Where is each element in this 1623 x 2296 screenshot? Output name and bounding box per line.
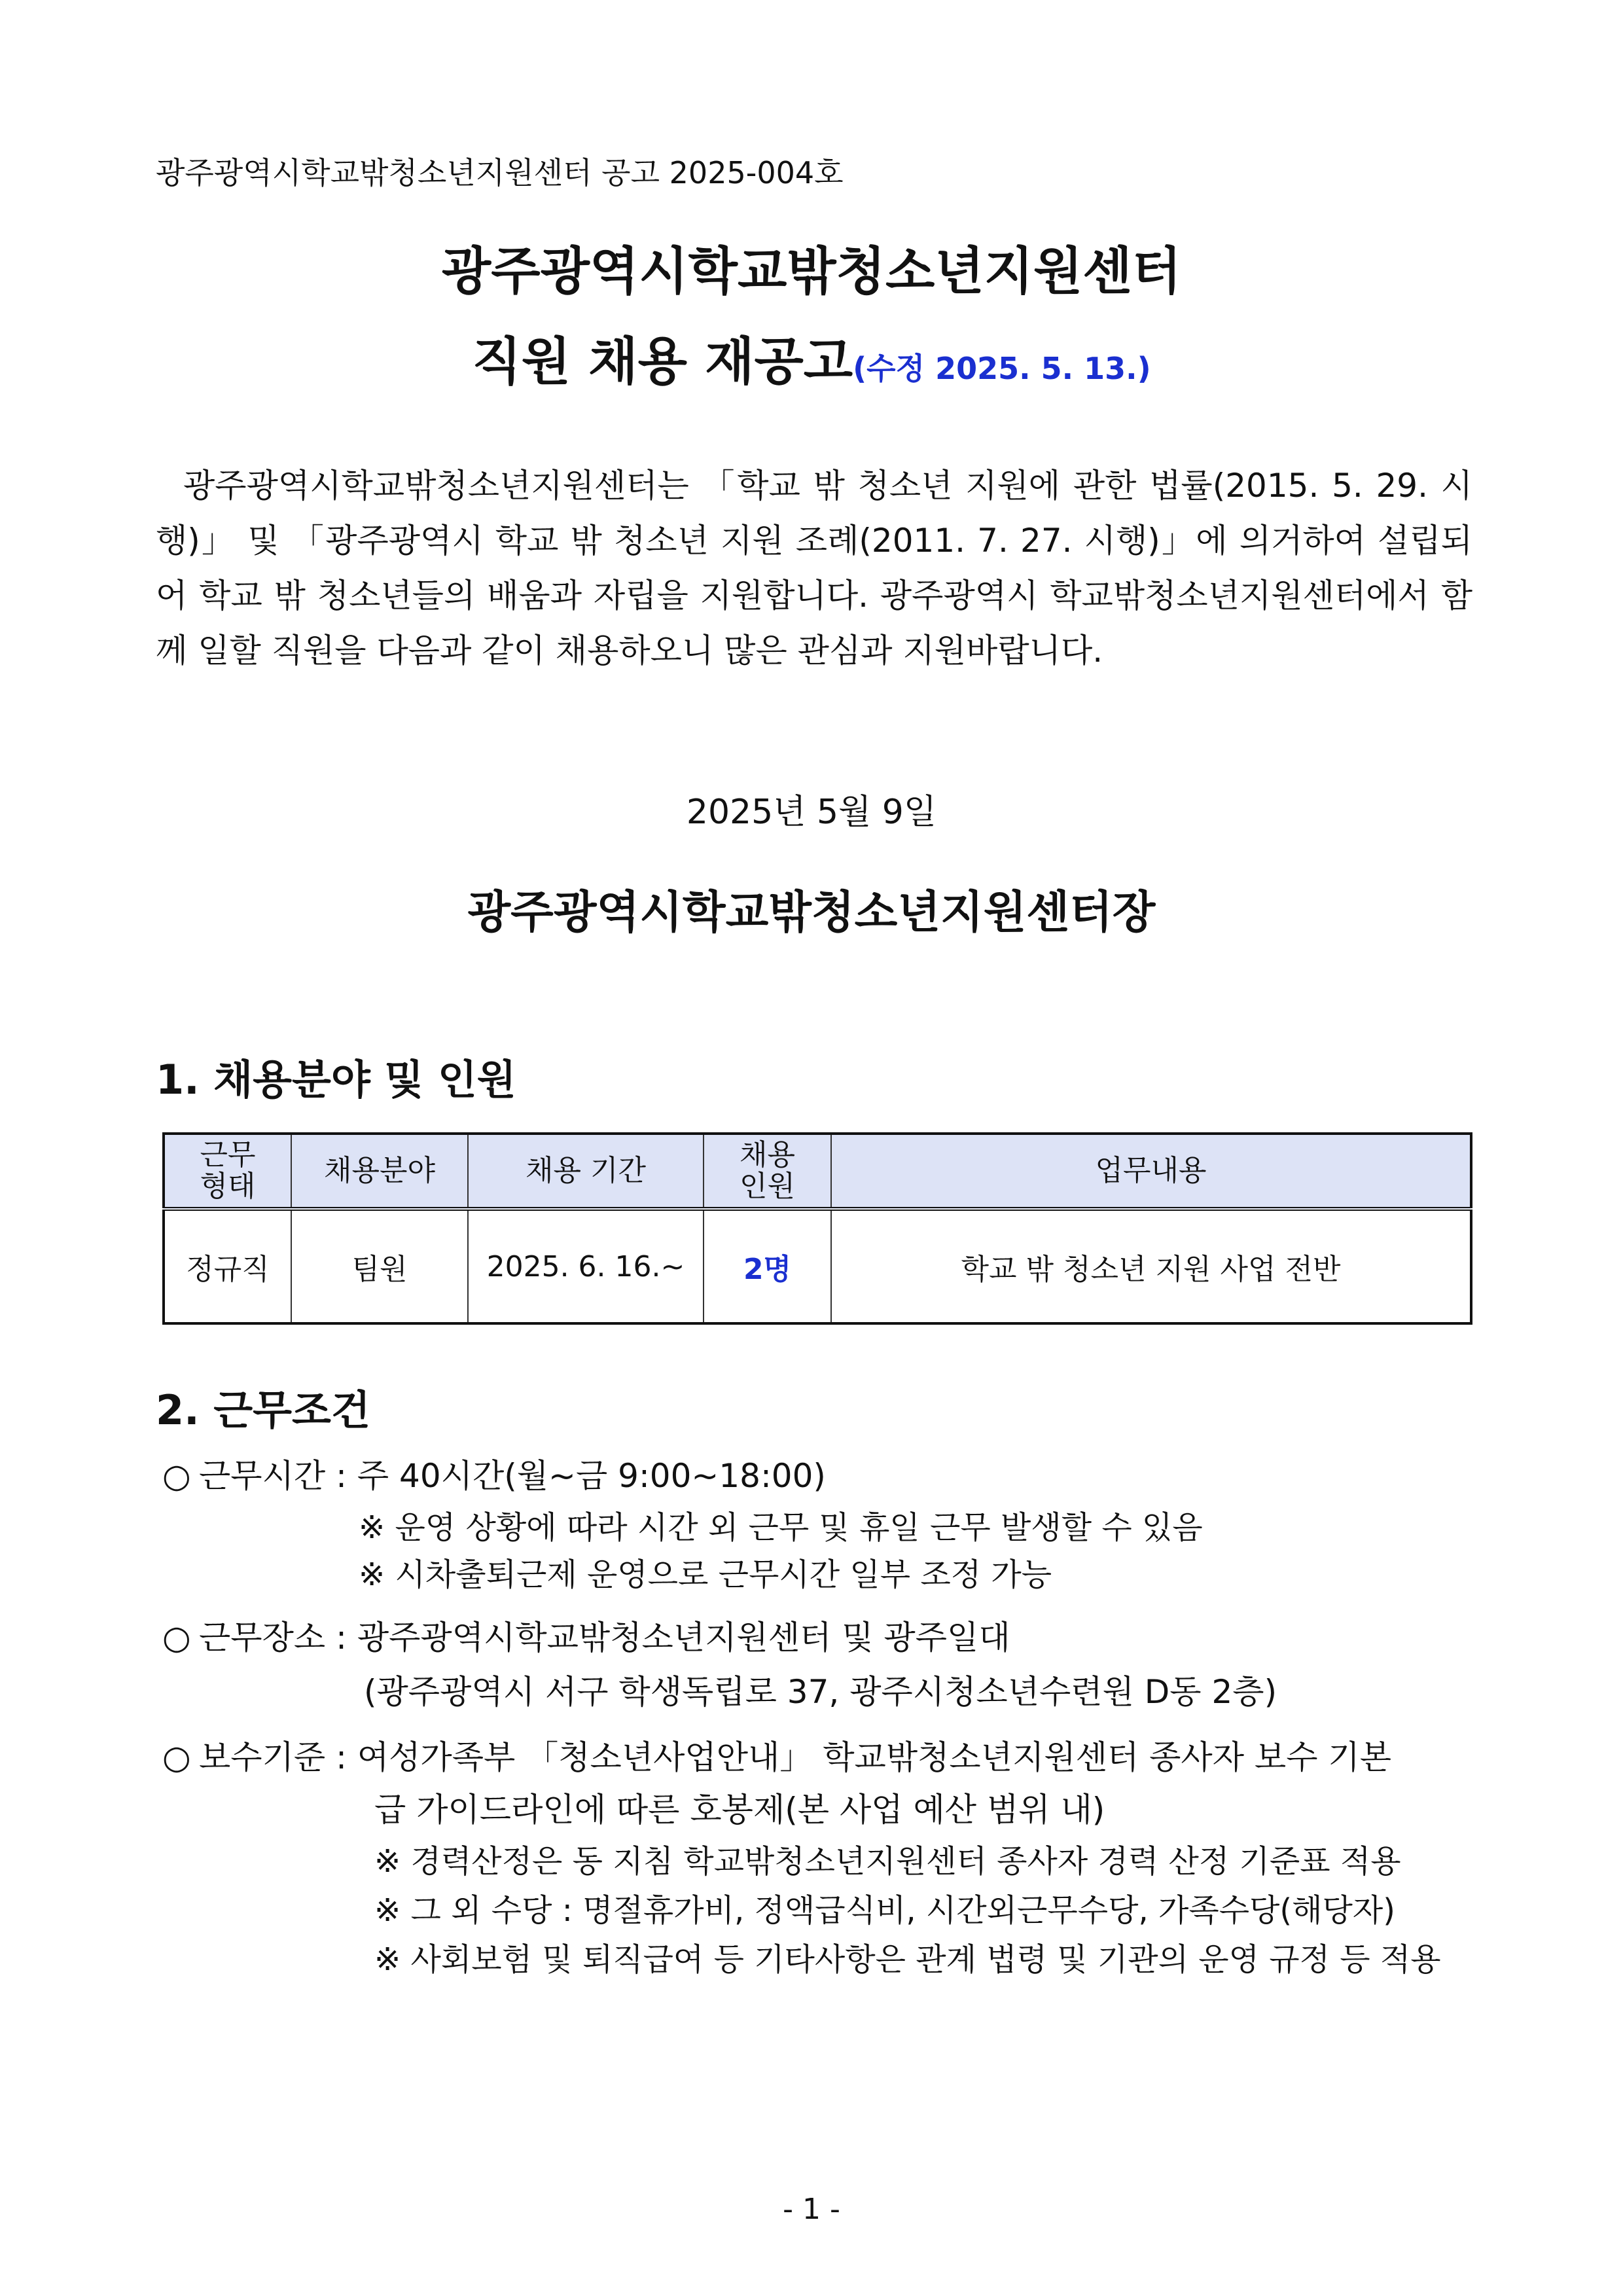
notice-date: 2025년 5월 9일 xyxy=(686,793,937,832)
column-header: 채용 기간 xyxy=(468,1134,704,1209)
cell-employment-type: 정규직 xyxy=(164,1209,291,1323)
pay-label: 보수기준 : 여성가족부 「청소년사업안내」 학교밖청소년지원센터 종사자 보수 기본 xyxy=(199,1738,1391,1776)
page-title: 광주광역시학교밖청소년지원센터 xyxy=(441,242,1182,301)
hours-note: ※ 운영 상황에 따라 시간 외 근무 및 휴일 근무 발생할 수 있음 xyxy=(359,1509,1203,1546)
hours-label: 근무시간 : 주 40시간(월~금 9:00~18:00) xyxy=(199,1457,826,1495)
table-row xyxy=(164,1209,1471,1323)
pay-note: ※ 그 외 수당 : 명절휴가비, 정액급식비, 시간외근무수당, 가족수당(해당자) xyxy=(374,1892,1395,1929)
hours-note: ※ 시차출퇴근제 운영으로 근무시간 일부 조정 가능 xyxy=(359,1556,1052,1593)
bullet-icon: ○ xyxy=(162,1619,191,1657)
page-number: - 1 - xyxy=(783,2193,840,2226)
column-header: 업무내용 xyxy=(831,1134,1471,1209)
pay-note: ※ 사회보험 및 퇴직급여 등 기타사항은 관계 법령 및 기관의 운영 규정 등 적용 xyxy=(374,1941,1441,1978)
intro-paragraph: 광주광역시학교밖청소년지원센터는 「학교 밖 청소년 지원에 관한 법률(2015. 5. 29. 시행)」 및 「광주광역시 학교 밖 청소년 지원 조례(2011. 7. 27. 시행)」에 의거하여 설립되어 학교 밖 청소년들의 배움과 자립을 지원합니다. 광주광역시 학교밖청소년지원센터에서 함께 일할 직원을 다음과 같이 채용하오니 많은 관심과 지원바랍니다. xyxy=(156,467,1472,670)
bullet-icon: ○ xyxy=(162,1738,191,1776)
cell-headcount: 2명 xyxy=(704,1209,831,1323)
cell-period: 2025. 6. 16.~ xyxy=(468,1209,704,1323)
cell-duty: 학교 밖 청소년 지원 사업 전반 xyxy=(831,1209,1471,1323)
subtitle-text: 직원 채용 재공고 xyxy=(472,332,853,391)
column-header: 채용 인원 xyxy=(704,1134,831,1209)
condition-pay xyxy=(162,1731,1478,1778)
place-address: (광주광역시 서구 학생독립로 37, 광주시청소년수련원 D동 2층) xyxy=(364,1673,1277,1711)
notice-number: 광주광역시학교밖청소년지원센터 공고 2025-004호 xyxy=(156,155,844,190)
condition-place xyxy=(162,1611,1010,1659)
pay-note: ※ 경력산정은 동 지침 학교밖청소년지원센터 종사자 경력 산정 기준표 적용 xyxy=(374,1843,1401,1880)
condition-hours xyxy=(162,1450,826,1497)
column-header: 채용분야 xyxy=(291,1134,468,1209)
page-subtitle xyxy=(0,321,1623,394)
section-heading-recruitment: 1. 채용분야 및 인원 xyxy=(156,1056,516,1103)
issuer-name: 광주광역시학교밖청소년지원센터장 xyxy=(467,887,1156,939)
table-header-row xyxy=(164,1134,1471,1209)
bullet-icon: ○ xyxy=(162,1457,191,1495)
place-label: 근무장소 : 광주광역시학교밖청소년지원센터 및 광주일대 xyxy=(199,1619,1010,1657)
section-heading-conditions: 2. 근무조건 xyxy=(156,1386,370,1434)
recruitment-table xyxy=(162,1132,1472,1325)
column-header: 근무 형태 xyxy=(164,1134,291,1209)
pay-label-cont: 급 가이드라인에 따른 호봉제(본 사업 예산 범위 내) xyxy=(374,1791,1105,1829)
revision-note: (수정 2025. 5. 13.) xyxy=(853,351,1151,386)
cell-field: 팀원 xyxy=(291,1209,468,1323)
